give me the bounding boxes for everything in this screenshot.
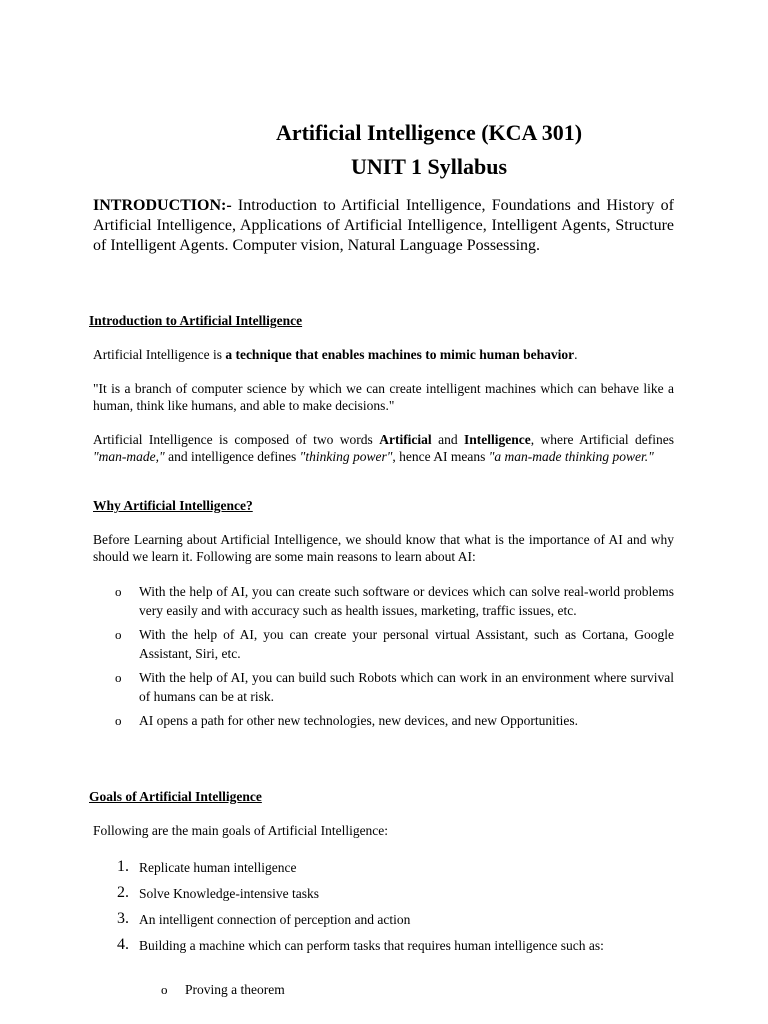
paragraph-why-intro: Before Learning about Artificial Intelligence, we should know that what is the importance of AI and why should we learn it. Following are some main reasons to learn about AI: bbox=[93, 532, 674, 564]
list-item-text: Replicate human intelligence bbox=[139, 860, 297, 875]
intro-paragraph bbox=[93, 196, 674, 256]
reasons-list bbox=[0, 582, 674, 735]
list-item bbox=[115, 582, 674, 620]
list-number: 3. bbox=[117, 910, 129, 927]
list-number: 1. bbox=[117, 858, 129, 875]
sub-list-item bbox=[161, 980, 285, 999]
intro-text: Introduction to Artificial Intelligence, Foundations and History of Artificial Intelligence, Applications of Artificial Intelligence, Intelligent Agents, Structure of Intelligent Agents. Computer vision, Natural Language Possessing. bbox=[93, 197, 674, 254]
italic-run: "a man-made thinking power." bbox=[488, 449, 654, 464]
list-item bbox=[117, 884, 674, 903]
bullet-marker: o bbox=[115, 584, 122, 599]
list-item-text: AI opens a path for other new technologies, new devices, and new Opportunities. bbox=[139, 713, 579, 728]
document-subtitle: UNIT 1 Syllabus bbox=[350, 154, 508, 179]
list-item-text: With the help of AI, you can build such Robots which can work in an environment where survival of humans can be at risk. bbox=[139, 670, 674, 704]
text-run: and intelligence defines bbox=[164, 449, 300, 464]
italic-run: "thinking power" bbox=[299, 449, 393, 464]
paragraph-goals-intro: Following are the main goals of Artificial Intelligence: bbox=[93, 823, 389, 838]
list-item-text: With the help of AI, you can create such software or devices which can solve real-world problems very easily and with accuracy such as health issues, marketing, traffic issues, etc. bbox=[139, 584, 674, 618]
section-heading-intro: Introduction to Artificial Intelligence bbox=[89, 313, 303, 328]
bullet-marker: o bbox=[161, 982, 168, 997]
list-item bbox=[117, 858, 674, 877]
list-item bbox=[117, 910, 674, 929]
list-number: 4. bbox=[117, 936, 129, 953]
bullet-marker: o bbox=[115, 670, 122, 685]
list-item-text: An intelligent connection of perception and action bbox=[139, 912, 411, 927]
list-item bbox=[117, 936, 674, 955]
list-item-text: Building a machine which can perform tasks that requires human intelligence such as: bbox=[139, 938, 604, 953]
italic-run: "man-made," bbox=[93, 449, 165, 464]
text-run: , hence AI means bbox=[392, 449, 489, 464]
list-item-text: With the help of AI, you can create your personal virtual Assistant, such as Cortana, Google Assistant, Siri, etc. bbox=[139, 627, 674, 661]
bold-run: Intelligence bbox=[463, 432, 531, 447]
section-heading-why: Why Artificial Intelligence? bbox=[93, 498, 253, 513]
goals-list bbox=[0, 858, 674, 962]
text-run: , where Artificial defines bbox=[530, 432, 674, 447]
text-run: . bbox=[574, 347, 578, 362]
list-item-text: Solve Knowledge-intensive tasks bbox=[139, 886, 319, 901]
bullet-marker: o bbox=[115, 713, 122, 728]
intro-label: INTRODUCTION:- bbox=[93, 197, 232, 214]
bullet-marker: o bbox=[115, 627, 122, 642]
text-run: Artificial Intelligence is composed of two words bbox=[93, 432, 380, 447]
bold-run: Artificial bbox=[379, 432, 432, 447]
list-item bbox=[115, 668, 674, 706]
list-item bbox=[115, 711, 674, 730]
list-number: 2. bbox=[117, 884, 129, 901]
document-title: Artificial Intelligence (KCA 301) bbox=[275, 120, 583, 145]
paragraph-quote: "It is a branch of computer science by which we can create intelligent machines which can behave like a human, think like humans, and able to make decisions." bbox=[93, 381, 674, 413]
list-item bbox=[115, 625, 674, 663]
text-run: and bbox=[431, 432, 464, 447]
bold-run: a technique that enables machines to mimic human behavior bbox=[225, 347, 575, 362]
section-heading-goals: Goals of Artificial Intelligence bbox=[89, 789, 262, 804]
text-run: Artificial Intelligence is bbox=[93, 347, 226, 362]
paragraph-definition bbox=[93, 346, 674, 363]
paragraph-composition bbox=[93, 431, 674, 465]
list-item-text: Proving a theorem bbox=[185, 982, 285, 997]
